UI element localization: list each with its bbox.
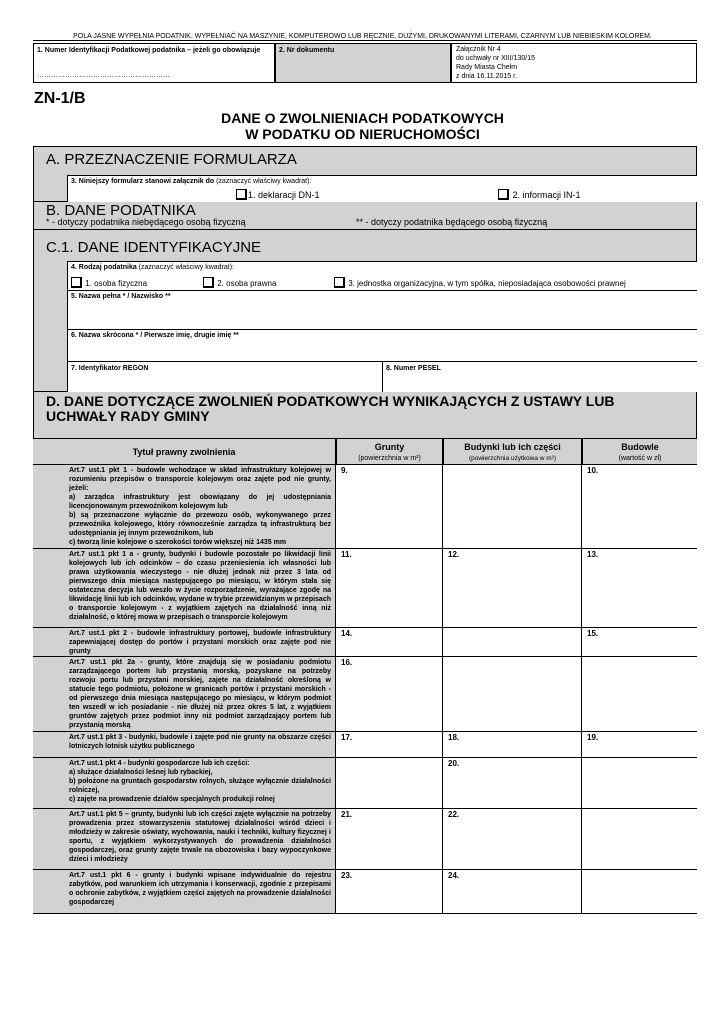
exemption-title-cell	[33, 809, 336, 870]
land-area-cell[interactable]	[336, 549, 443, 628]
exemption-title-cell	[33, 732, 336, 758]
exemption-title-text: Art.7 ust.1 pkt 2 - budowle infrastruktury portowej, budowle infrastruktury zapewniającej dostęp do portów i przystani morskich oraz zajęte pod nie grunty	[69, 630, 331, 655]
col-structures-unit: (wartość w zł)	[618, 455, 662, 462]
exemption-title-text: Art.7 ust.1 pkt 4 - budynki gospodarcze lub ich części: a) służące działalności leśnej lub rybackiej, b) położone na gruntach gospodarstw rolnych, służące wyłącznie działalności rolniczej, c) zajęte na prowadzenie działów specjalnych produkcji rolnej	[69, 760, 331, 803]
exemption-title-text: Art.7 ust.1 pkt 3 - budynki, budowle i zajęte pod nie grunty na obszarze części lotniczych lotnisk użytku publicznego	[69, 734, 331, 750]
section-b-title: B. DANE PODATNIKA	[46, 202, 196, 219]
building-area-cell[interactable]	[443, 870, 582, 914]
structure-value-cell[interactable]	[582, 758, 697, 809]
field-number: 22.	[448, 810, 460, 819]
field-number: 10.	[587, 466, 599, 475]
exemption-title-text: Art.7 ust.1 pkt 5 – grunty, budynki lub ich części zajęte wyłącznie na potrzeby prowadzenia przez stowarzyszenia statutowej działalności wśród dzieci i młodzieży w zakresie oświaty, wychowania, nauki i techniki, kultury fizycznej i sportu, z wyjątkiem wykorzystywanych do prowadzenia działalności gospodarczej, oraz grunty zajęte trwale na obozowiska i bazy wypoczynkowe dzieci i młodzieży	[69, 811, 331, 863]
nip-field[interactable]	[33, 43, 275, 83]
col-header-structures	[582, 438, 697, 465]
exemption-title-text: Art.7 ust.1 pkt 6 - grunty i budynki wpisane indywidualnie do rejestru zabytków, pod warunkiem ich utrzymania i konserwacji, zgodnie z przepisami o ochronie zabytków, z wyjątkiem części zajętych na prowadzenie działalności gospodarczej	[69, 872, 331, 906]
exemption-table	[33, 438, 697, 914]
col-buildings-text: Budynki lub ich części	[464, 442, 561, 452]
structure-value-cell[interactable]	[582, 657, 697, 732]
field7-label: 7. Identyfikator REGON	[71, 365, 149, 372]
checkbox-icon[interactable]	[334, 277, 345, 288]
checkbox-icon[interactable]	[203, 277, 214, 288]
field-number: 17.	[341, 733, 353, 742]
checkbox-icon[interactable]	[236, 189, 247, 200]
field-number: 24.	[448, 871, 460, 880]
building-area-cell[interactable]	[443, 758, 582, 809]
option-legal-person[interactable]	[203, 277, 276, 288]
option-natural-person-label: 1. osoba fizyczna	[85, 279, 148, 288]
exemption-title-text: Art.7 ust.1 pkt 1 a - grunty, budynki i budowle pozostałe po likwidacji linii kolejowych lub ich odcinków – do czasu przeniesienia ich własności lub prawa użytkowania wieczystego - nie dłużej jednak niż przez 3 lata od pierwszego dnia miesiąca następującego po miesiącu, w którym stała się ostateczna decyzja lub weszło w życie rozporządzenie, wyrażające zgodę na likwidację linii lub ich odcinków, wydane w trybie przewidzianym w przepisach o transporcie kolejowym - z wyjątkiem zajętych na działalność inną niż działalność, o której mowa w przepisach o transporcie kolejowym	[69, 551, 331, 621]
structure-value-cell[interactable]	[582, 809, 697, 870]
section-c1-title: C.1. DANE IDENTYFIKACYJNE	[46, 239, 262, 256]
col-header-land	[336, 438, 443, 465]
field-number: 14.	[341, 629, 353, 638]
top-note: POLA JASNE WYPEŁNIA PODATNIK. WYPEŁNIAĆ NA MASZYNIE, KOMPUTEROWO LUB RĘCZNIE, DUŻYMI, DRUKOWANYMI LITERAMI, CZARNYM LUB NIEBIESKIM KOLOREM.	[73, 33, 652, 40]
land-area-cell[interactable]	[336, 732, 443, 758]
field4-hint: (zaznaczyć właściwy kwadrat):	[136, 264, 234, 271]
section-a-title: A. PRZEZNACZENIE FORMULARZA	[46, 151, 297, 168]
field-number: 12.	[448, 550, 460, 559]
exemption-title-text: Art.7 ust.1 pkt 1 - budowle wchodzące w skład infrastruktury kolejowej w rozumieniu przepisów o transporcie kolejowym oraz zajęte pod nie grunty, jeżeli: a) zarządca infrastruktury jest obowiązany do jej udostępniania licencjonowanym przewoźnikom kolejowym lub b) są przeznaczone wyłącznie do przewozu osób, wykonywanego przez przewoźnika kolejowego, który równocześnie zarządza tą infrastrukturą bez udostępniania jej innym przewoźnikom, lub c) tworzą linie kolejowe o szerokości torów większej niż 1435 mm	[69, 467, 331, 546]
land-area-cell[interactable]	[336, 628, 443, 657]
exemption-title-cell	[33, 628, 336, 657]
option-legal-person-label: 2. osoba prawna	[217, 279, 277, 288]
field-number: 15.	[587, 629, 599, 638]
building-area-cell[interactable]	[443, 465, 582, 549]
section-c1	[33, 230, 697, 392]
form-code: ZN-1/B	[34, 90, 86, 107]
field-number: 18.	[448, 733, 460, 742]
land-area-cell[interactable]	[336, 657, 443, 732]
building-area-cell[interactable]	[443, 549, 582, 628]
option-dn1[interactable]	[236, 189, 320, 200]
section-d-title-line1: D. DANE DOTYCZĄCE ZWOLNIEŃ PODATKOWYCH WYNIKAJĄCYCH Z USTAWY LUB	[46, 393, 615, 409]
field-number: 13.	[587, 550, 599, 559]
exemption-title-cell	[33, 549, 336, 628]
attachment-line: z dnia 16.11.2015 r.	[456, 73, 517, 80]
field8-label: 8. Numer PESEL	[386, 365, 441, 372]
field3-label: 3. Niniejszy formularz stanowi załącznik do	[71, 178, 215, 185]
field6-label: 6. Nazwa skrócona * / Pierwsze imię, drugie imię **	[71, 332, 239, 339]
form-title-line1: DANE O ZWOLNIENIACH PODATKOWYCH	[221, 110, 504, 126]
structure-value-cell[interactable]	[582, 465, 697, 549]
document-number-label: 2. Nr dokumentu	[279, 47, 335, 54]
section-a	[33, 146, 697, 202]
checkbox-icon[interactable]	[498, 189, 509, 200]
section-d-title-line2: UCHWAŁY RADY GMINY	[46, 408, 210, 424]
col-header-buildings	[443, 438, 582, 465]
structure-value-cell[interactable]	[582, 628, 697, 657]
taxpayer-type-field	[67, 261, 697, 291]
full-name-field[interactable]	[67, 290, 697, 330]
option-in1-label: 2. informacji IN-1	[512, 190, 581, 200]
land-area-cell[interactable]	[336, 758, 443, 809]
table-row	[33, 732, 697, 758]
structure-value-cell[interactable]	[582, 549, 697, 628]
option-organizational-unit-label: 3. jednostka organizacyjna, w tym spółka, nieposiadająca osobowości prawnej	[348, 279, 626, 288]
col-structures-text: Budowle	[621, 442, 659, 452]
exemption-title-cell	[33, 870, 336, 914]
field4-label: 4. Rodzaj podatnika	[71, 264, 137, 271]
form-title-line2: W PODATKU OD NIERUCHOMOŚCI	[245, 126, 480, 142]
attachment-line: do uchwały nr XIII/130/15	[456, 55, 535, 62]
attachment-line: Rady Miasta Chełm	[456, 64, 518, 71]
section-b-note1: * - dotyczy podatnika niebędącego osobą fizyczną	[46, 217, 246, 227]
checkbox-icon[interactable]	[71, 277, 82, 288]
table-row	[33, 809, 697, 870]
table-row	[33, 758, 697, 809]
table-row	[33, 870, 697, 914]
table-row	[33, 657, 697, 732]
nip-dots: …………………………………………………	[37, 72, 170, 79]
pesel-field[interactable]	[382, 361, 697, 392]
land-area-cell[interactable]	[336, 809, 443, 870]
table-row	[33, 465, 697, 549]
nip-label: 1. Numer Identyfikacji Podatkowej podatnika – jeżeli go obowiązuje	[37, 47, 261, 54]
building-area-cell[interactable]	[443, 809, 582, 870]
col-title-text: Tytuł prawny zwolnienia	[132, 447, 236, 457]
building-area-cell[interactable]	[443, 732, 582, 758]
attachment-line: Załącznik Nr 4	[456, 46, 501, 53]
option-natural-person[interactable]	[71, 277, 147, 288]
exemption-title-cell	[33, 657, 336, 732]
exemption-title-text: Art.7 ust.1 pkt 2a - grunty, które znajdują się w posiadaniu podmiotu zarządzającego portem lub przystanią morską, pozyskane na potrzeby rozwoju portu lub przystani morskiej, zajęte na działalność określoną w statucie tego podmiotu, położone w granicach portów i przystani morskich - od pierwszego dnia miesiąca następującego po miesiącu, w którym podmiot ten wszedł w ich posiadanie - nie dłużej niż przez okres 5 lat, z wyjątkiem gruntów zajętych przez podmiot inny niż podmiot zarządzający portem lub przystanią morską	[69, 659, 331, 729]
building-area-cell[interactable]	[443, 657, 582, 732]
col-land-text: Grunty	[374, 442, 405, 452]
field3-hint: (zaznaczyć właściwy kwadrat):	[214, 178, 312, 185]
col-buildings-unit: (powierzchnia użytkowa w m²)	[468, 455, 557, 462]
col-header-title	[33, 438, 336, 465]
attachment-info	[451, 43, 697, 83]
table-row	[33, 549, 697, 628]
short-name-field[interactable]	[67, 329, 697, 362]
col-land-unit: (powierzchnia w m²)	[358, 455, 421, 462]
structure-value-cell[interactable]	[582, 870, 697, 914]
land-area-cell[interactable]	[336, 870, 443, 914]
field5-label: 5. Nazwa pełna * / Nazwisko **	[71, 293, 171, 300]
field-number: 11.	[341, 550, 352, 559]
field-number: 21.	[341, 810, 353, 819]
field-number: 20.	[448, 759, 460, 768]
exemption-title-cell	[33, 758, 336, 809]
top-rule	[33, 40, 697, 41]
section-b	[33, 202, 697, 230]
field-number: 19.	[587, 733, 599, 742]
structure-value-cell[interactable]	[582, 732, 697, 758]
building-area-cell[interactable]	[443, 628, 582, 657]
section-b-note2: ** - dotyczy podatnika będącego osobą fizyczną	[356, 217, 548, 227]
table-row	[33, 628, 697, 657]
land-area-cell[interactable]	[336, 465, 443, 549]
field-number: 23.	[341, 871, 353, 880]
option-in1[interactable]	[498, 189, 581, 200]
form-purpose-field	[67, 175, 697, 203]
regon-field[interactable]	[67, 361, 383, 392]
field-number: 16.	[341, 658, 353, 667]
option-dn1-label: 1. deklaracji DN-1	[248, 190, 320, 200]
field-number: 9.	[341, 466, 348, 475]
document-number-field[interactable]	[275, 43, 451, 83]
option-organizational-unit[interactable]	[334, 277, 626, 288]
exemption-title-cell	[33, 465, 336, 549]
